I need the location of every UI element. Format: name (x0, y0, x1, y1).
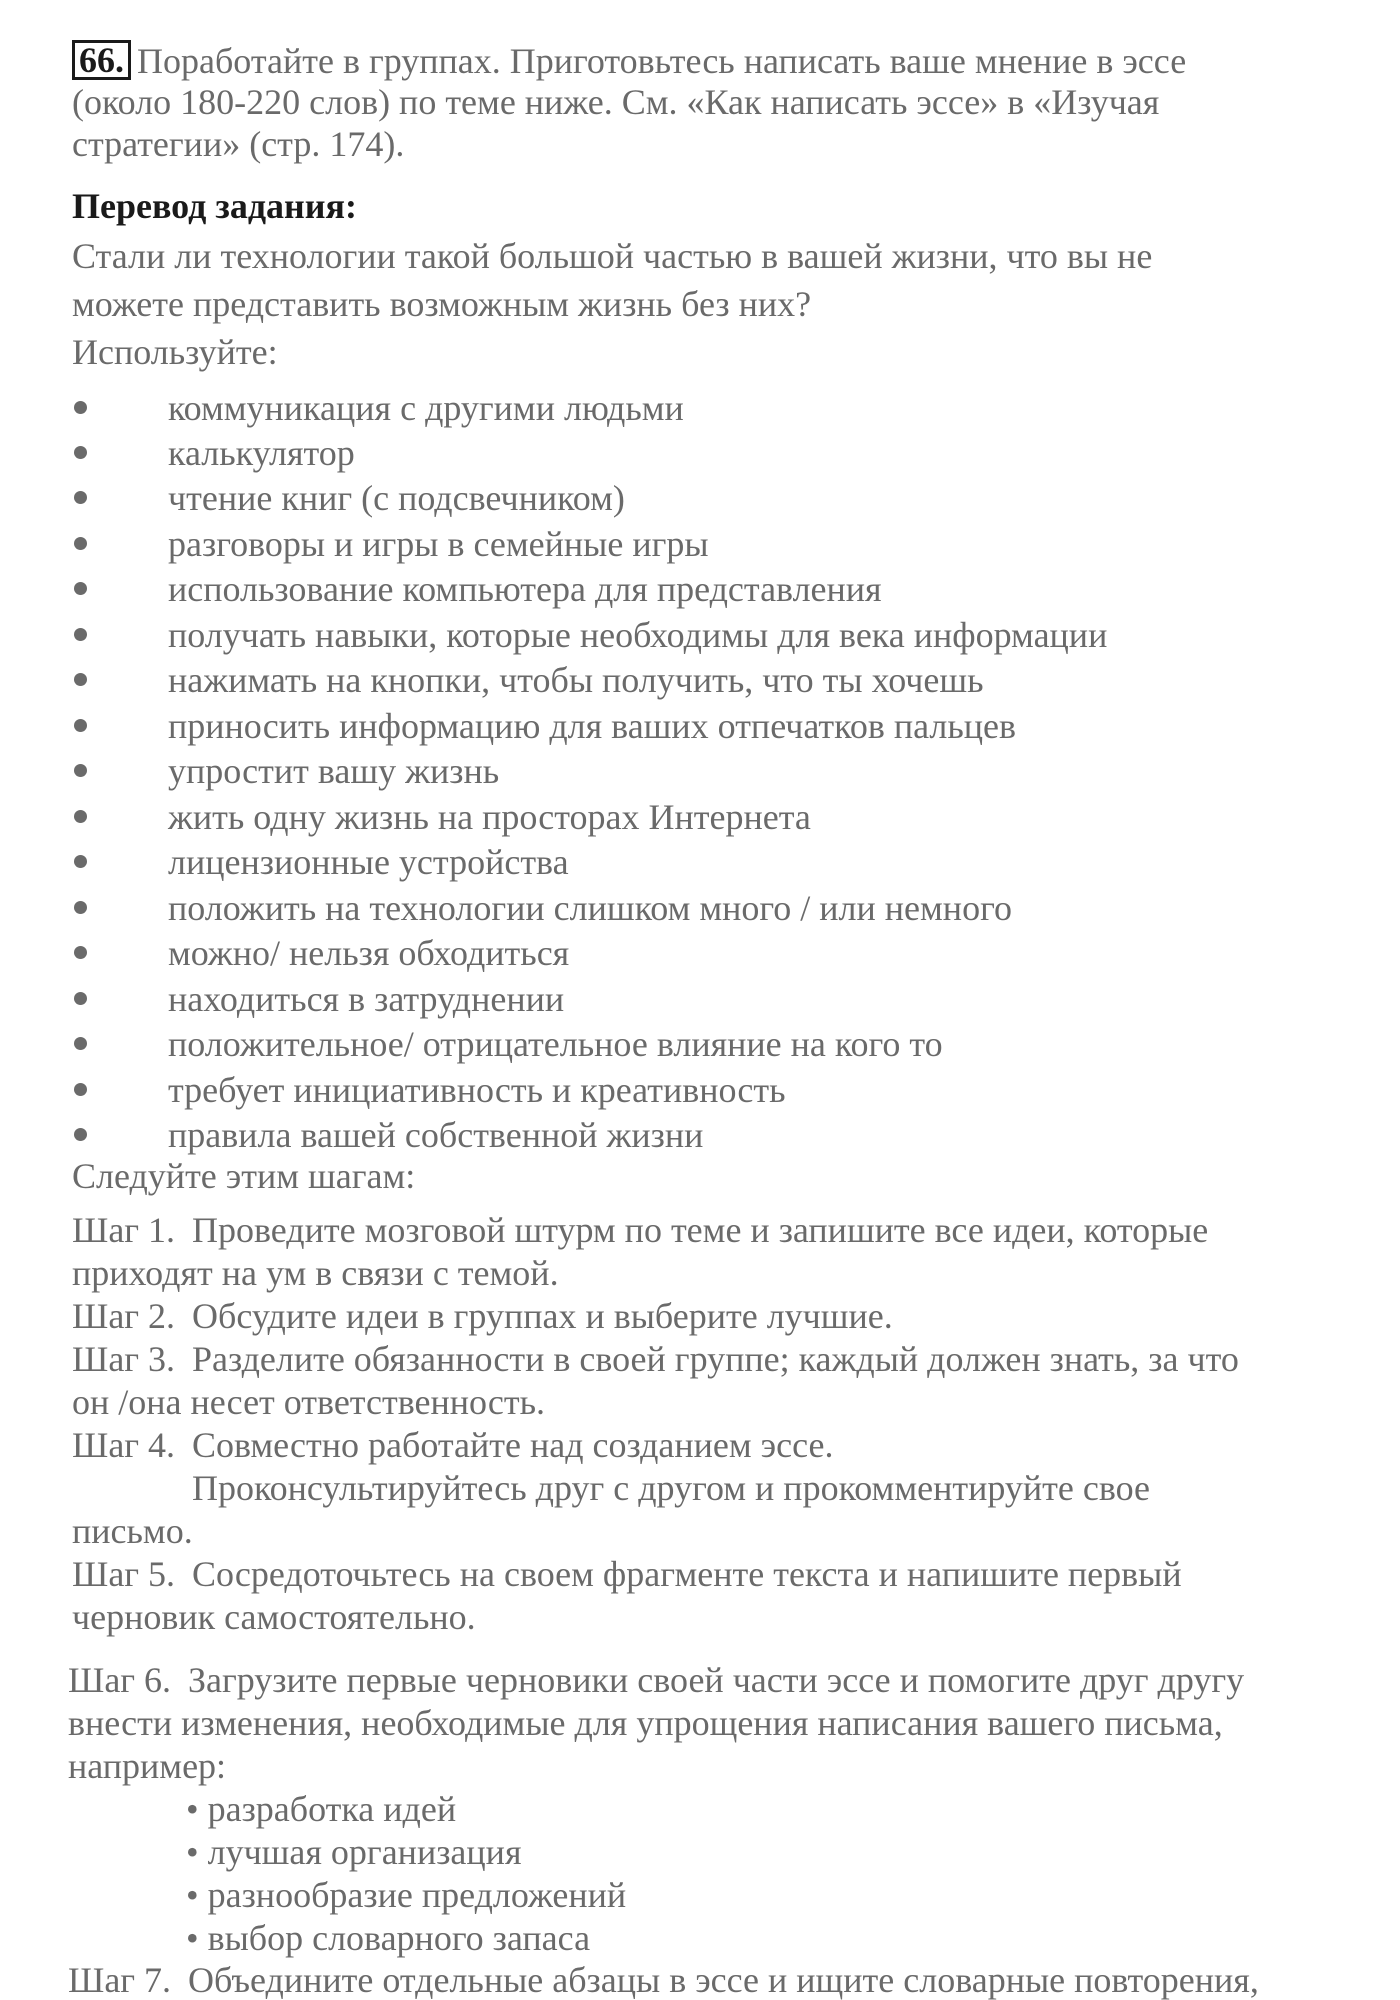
bullet-dot-icon (74, 673, 87, 686)
bullet-dot-icon (74, 628, 87, 641)
bullet-dot-icon (74, 491, 87, 504)
bullet-dot-icon (74, 1083, 87, 1096)
task-intro-line-1 (72, 40, 1186, 81)
step-4-label: Шаг 4. (72, 1425, 176, 1465)
step-6-list-item: • выбор словарного запаса (186, 1918, 591, 1958)
step-7-text: Объедините отдельные абзацы в эссе и ищите словарные повторения, (188, 1960, 1259, 2000)
step-5-line-1 (72, 1554, 1182, 1594)
bullet-item: можно/ нельзя обходиться (168, 933, 570, 973)
bullet-dot-icon (74, 401, 87, 414)
step-6-text: Загрузите первые черновики своей части эссе и помогите друг другу (188, 1660, 1245, 1700)
step-1-text: Проведите мозговой штурм по теме и запишите все идеи, которые (192, 1210, 1209, 1250)
bullet-item: положительное/ отрицательное влияние на кого то (168, 1024, 943, 1064)
step-1-line-2: приходят на ум в связи с темой. (72, 1253, 559, 1293)
step-3-text: Разделите обязанности в своей группе; каждый должен знать, за что (192, 1339, 1239, 1379)
question-line-1: Стали ли технологии такой большой частью в вашей жизни, что вы не (72, 236, 1153, 276)
task-intro-text-1: Поработайте в группах. Приготовьтесь написать ваше мнение в эссе (137, 41, 1187, 81)
step-5-line-2: черновик самостоятельно. (72, 1597, 476, 1637)
bullet-dot-icon (74, 1128, 87, 1141)
use-label: Используйте: (72, 332, 278, 372)
bullet-dot-icon (74, 1037, 87, 1050)
step-1-label: Шаг 1. (72, 1210, 176, 1250)
step-4-line-1 (72, 1425, 834, 1465)
bullet-item: чтение книг (с подсвечником) (168, 478, 625, 518)
bullet-dot-icon (74, 946, 87, 959)
bullet-item: получать навыки, которые необходимы для века информации (168, 615, 1108, 655)
step-2-line-1 (72, 1296, 893, 1336)
bullet-dot-icon (74, 764, 87, 777)
bullet-dot-icon (74, 992, 87, 1005)
question-line-2: можете представить возможным жизнь без них? (72, 284, 812, 324)
step-6-list-item: • разработка идей (186, 1789, 457, 1829)
bullet-item: жить одну жизнь на просторах Интернета (168, 797, 811, 837)
step-4-line-2: Проконсультируйтесь друг с другом и прокомментируйте свое (192, 1468, 1151, 1508)
step-7-line-1 (68, 1960, 1259, 2000)
translation-heading: Перевод задания: (72, 186, 357, 226)
step-6-line-1 (68, 1660, 1244, 1700)
step-1-line-1 (72, 1210, 1208, 1250)
bullet-item: положить на технологии слишком много / или немного (168, 888, 1012, 928)
bullet-item: правила вашей собственной жизни (168, 1115, 704, 1155)
bullet-dot-icon (74, 582, 87, 595)
bullet-item: находиться в затруднении (168, 979, 565, 1019)
step-6-line-3: например: (68, 1746, 227, 1786)
task-number: 66. (72, 40, 131, 80)
follow-steps-label: Следуйте этим шагам: (72, 1156, 416, 1196)
bullet-item: приносить информацию для ваших отпечатков пальцев (168, 706, 1017, 746)
step-4-text: Совместно работайте над созданием эссе. (192, 1425, 834, 1465)
step-6-label: Шаг 6. (68, 1660, 172, 1700)
step-6-list-item: • лучшая организация (186, 1832, 522, 1872)
bullet-item: калькулятор (168, 433, 355, 473)
step-2-text: Обсудите идеи в группах и выберите лучшие. (192, 1296, 893, 1336)
bullet-item: разговоры и игры в семейные игры (168, 524, 709, 564)
bullet-dot-icon (74, 855, 87, 868)
bullet-item: требует инициативность и креативность (168, 1070, 786, 1110)
bullet-dot-icon (74, 446, 87, 459)
bullet-item: лицензионные устройства (168, 842, 569, 882)
step-6-line-2: внести изменения, необходимые для упрощения написания вашего письма, (68, 1703, 1223, 1743)
task-intro-line-2: (около 180-220 слов) по теме ниже. См. «Как написать эссе» в «Изучая (72, 82, 1160, 122)
bullet-dot-icon (74, 901, 87, 914)
step-3-line-2: он /она несет ответственность. (72, 1382, 546, 1422)
step-3-line-1 (72, 1339, 1239, 1379)
task-intro-line-3: стратегии» (стр. 174). (72, 124, 405, 164)
bullet-dot-icon (74, 537, 87, 550)
bullet-item: нажимать на кнопки, чтобы получить, что ты хочешь (168, 660, 984, 700)
step-6-list-item: • разнообразие предложений (186, 1875, 627, 1915)
bullet-item: использование компьютера для представления (168, 569, 882, 609)
step-5-text: Сосредоточьтесь на своем фрагменте текста и напишите первый (192, 1554, 1182, 1594)
step-2-label: Шаг 2. (72, 1296, 176, 1336)
bullet-item: коммуникация с другими людьми (168, 388, 684, 428)
bullet-dot-icon (74, 719, 87, 732)
step-3-label: Шаг 3. (72, 1339, 176, 1379)
bullet-item: упростит вашу жизнь (168, 751, 500, 791)
step-4-line-3: письмо. (72, 1511, 193, 1551)
step-7-label: Шаг 7. (68, 1960, 172, 2000)
step-5-label: Шаг 5. (72, 1554, 176, 1594)
bullet-dot-icon (74, 810, 87, 823)
